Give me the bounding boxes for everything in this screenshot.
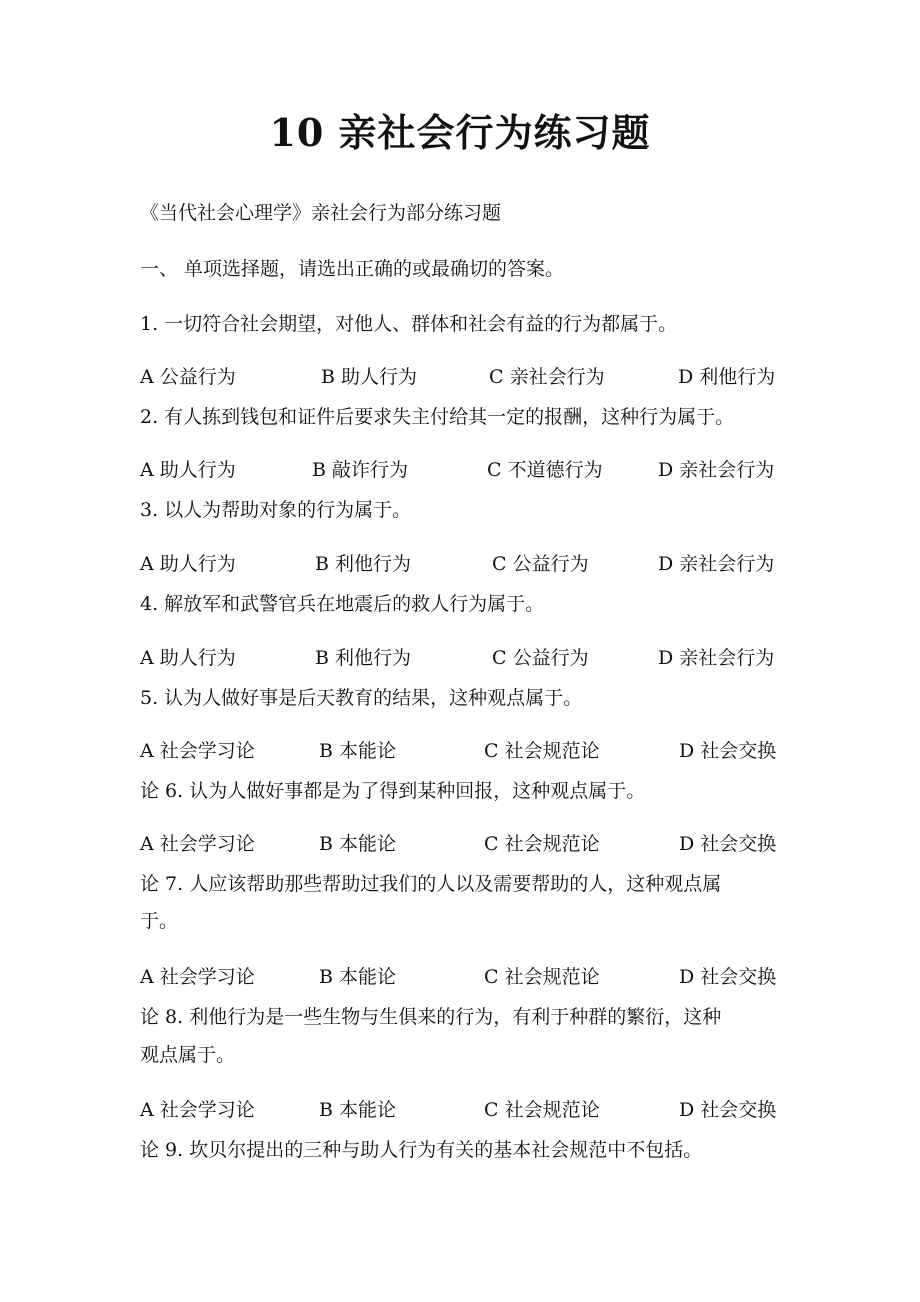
option-b: B 本能论 <box>319 740 397 762</box>
option-d: D 社会交换 <box>679 1099 777 1121</box>
subtitle: 《当代社会心理学》亲社会行为部分练习题 <box>140 202 502 224</box>
question-3: 3. 以人为帮助对象的行为属于。 <box>140 499 412 521</box>
question-8-continued: 观点属于。 <box>140 1044 236 1066</box>
question-1: 1. 一切符合社会期望，对他人、群体和社会有益的行为都属于。 <box>140 313 678 335</box>
option-d: D 利他行为 <box>678 366 776 388</box>
question-2: 2. 有人拣到钱包和证件后要求失主付给其一定的报酬，这种行为属于。 <box>140 406 735 428</box>
option-c: C 社会规范论 <box>484 966 600 988</box>
option-b: B 本能论 <box>319 966 397 988</box>
option-c: C 公益行为 <box>492 553 589 575</box>
page-title: 10 亲社会行为练习题 <box>269 110 651 155</box>
question-7-continued: 于。 <box>140 910 179 932</box>
question-8: 论 8. 利他行为是一些生物与生俱来的行为，有利于种群的繁衍，这种 <box>140 1006 722 1028</box>
option-a: A 社会学习论 <box>140 1099 255 1121</box>
option-d: D 社会交换 <box>679 740 777 762</box>
question-9: 论 9. 坎贝尔提出的三种与助人行为有关的基本社会规范中不包括。 <box>140 1139 703 1161</box>
option-c: C 不道德行为 <box>487 459 603 481</box>
option-b: B 利他行为 <box>315 647 412 669</box>
option-d: D 社会交换 <box>679 966 777 988</box>
option-c: C 社会规范论 <box>484 833 600 855</box>
option-d: D 亲社会行为 <box>658 647 775 669</box>
question-5: 5. 认为人做好事是后天教育的结果，这种观点属于。 <box>140 687 583 709</box>
option-a: A 助人行为 <box>140 553 236 575</box>
option-b: B 本能论 <box>319 833 397 855</box>
option-c: C 社会规范论 <box>484 740 600 762</box>
option-b: B 本能论 <box>319 1099 397 1121</box>
option-c: C 亲社会行为 <box>489 366 605 388</box>
option-b: B 敲诈行为 <box>312 459 409 481</box>
question-6: 论 6. 认为人做好事都是为了得到某种回报，这种观点属于。 <box>140 780 646 802</box>
option-d: D 社会交换 <box>679 833 777 855</box>
option-d: D 亲社会行为 <box>658 459 775 481</box>
option-a: A 社会学习论 <box>140 966 255 988</box>
question-7: 论 7. 人应该帮助那些帮助过我们的人以及需要帮助的人，这种观点属 <box>140 873 722 895</box>
option-c: C 社会规范论 <box>484 1099 600 1121</box>
option-b: B 利他行为 <box>315 553 412 575</box>
option-a: A 社会学习论 <box>140 740 255 762</box>
option-a: A 公益行为 <box>140 366 236 388</box>
option-c: C 公益行为 <box>492 647 589 669</box>
question-4: 4. 解放军和武警官兵在地震后的救人行为属于。 <box>140 593 545 615</box>
option-b: B 助人行为 <box>321 366 418 388</box>
section-heading: 一、 单项选择题，请选出正确的或最确切的答案。 <box>140 258 565 280</box>
option-a: A 助人行为 <box>140 459 236 481</box>
option-a: A 社会学习论 <box>140 833 255 855</box>
option-a: A 助人行为 <box>140 647 236 669</box>
option-d: D 亲社会行为 <box>658 553 775 575</box>
